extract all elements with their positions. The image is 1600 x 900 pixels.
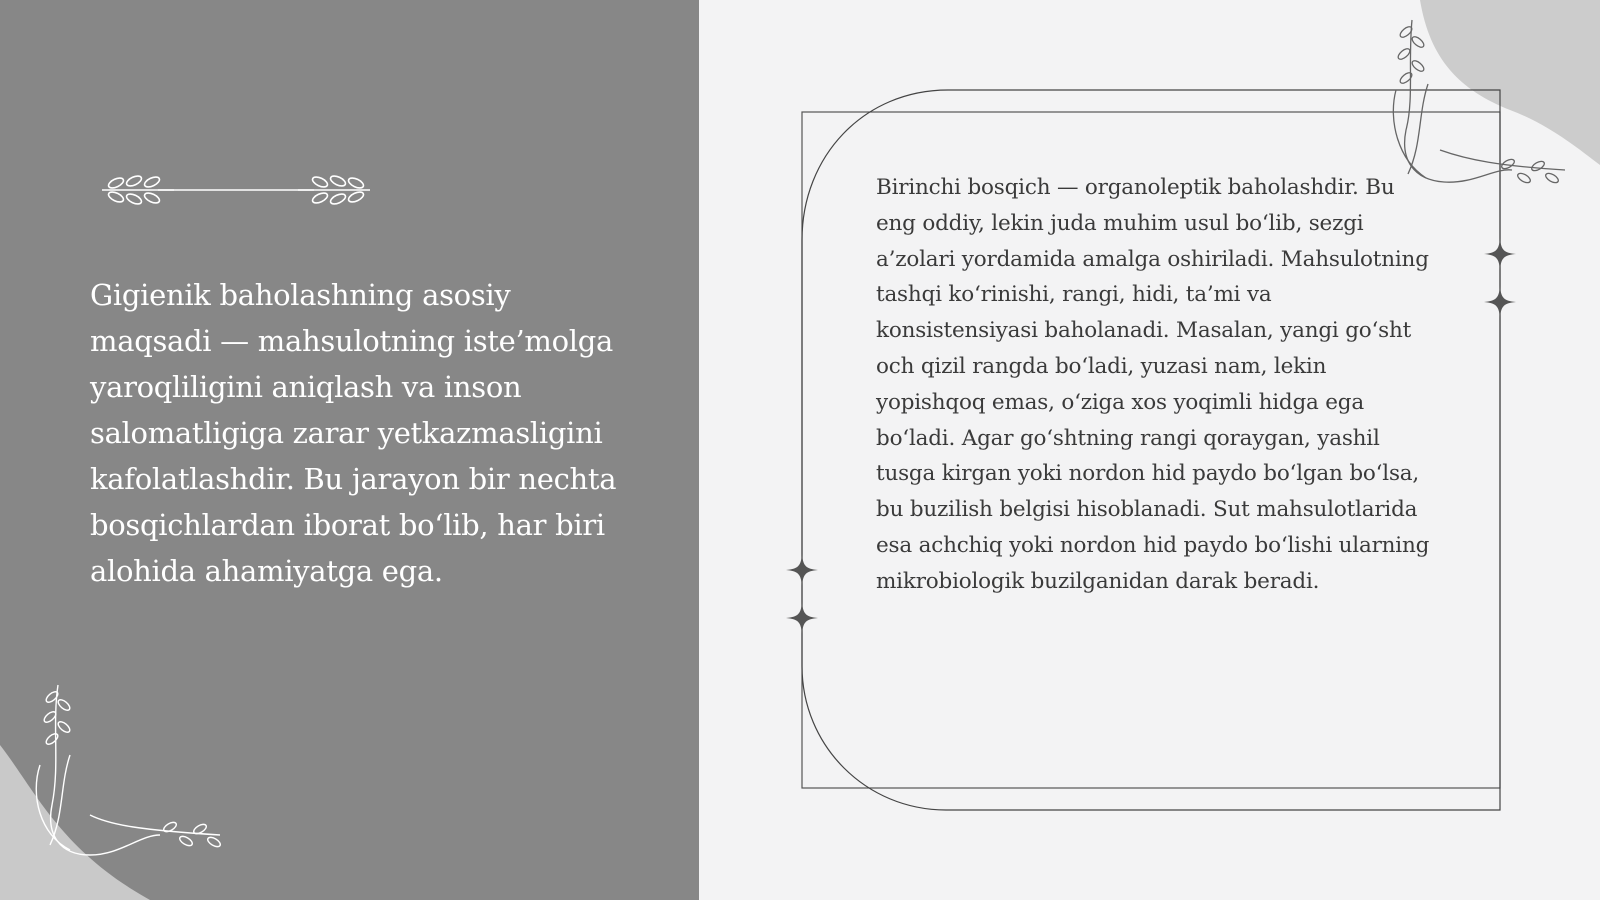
star-icon xyxy=(1484,286,1516,318)
star-icon xyxy=(786,602,818,634)
right-paragraph: Birinchi bosqich — organoleptik baholashdir. Bu eng oddiy, lekin juda muhim usul bo‘lib, sezgi a’zolari yordamida amalga oshiriladi. Mahsulotning tashqi ko‘rinishi, rangi, hidi, ta’mi va konsistensiyasi baholanadi. Masalan, yangi go‘sht och qizil rangda bo‘ladi, yuzasi nam, lekin yopishqoq emas, o‘ziga xos yoqimli hidga ega bo‘ladi. Agar go‘shtning rangi qoraygan, yashil tusga kirgan yoki nordon hid paydo bo‘lgan bo‘lsa, bu buzilish belgisi hisoblanadi. Sut mahsulotlarida esa achchiq yoki nordon hid paydo bo‘lishi ularning mikrobiologik buzilganidan darak beradi. xyxy=(876,175,1430,594)
star-icon xyxy=(786,554,818,586)
star-icon xyxy=(1484,238,1516,270)
left-paragraph: Gigienik baholashning asosiy maqsadi — mahsulotning iste’molga yaroqliligini aniqlash va inson salomatligiga zarar yetkazmasligini kafolatlashdir. Bu jarayon bir nechta bosqichlardan iborat bo‘lib, har biri alohida ahamiyatga ega. xyxy=(90,278,617,588)
